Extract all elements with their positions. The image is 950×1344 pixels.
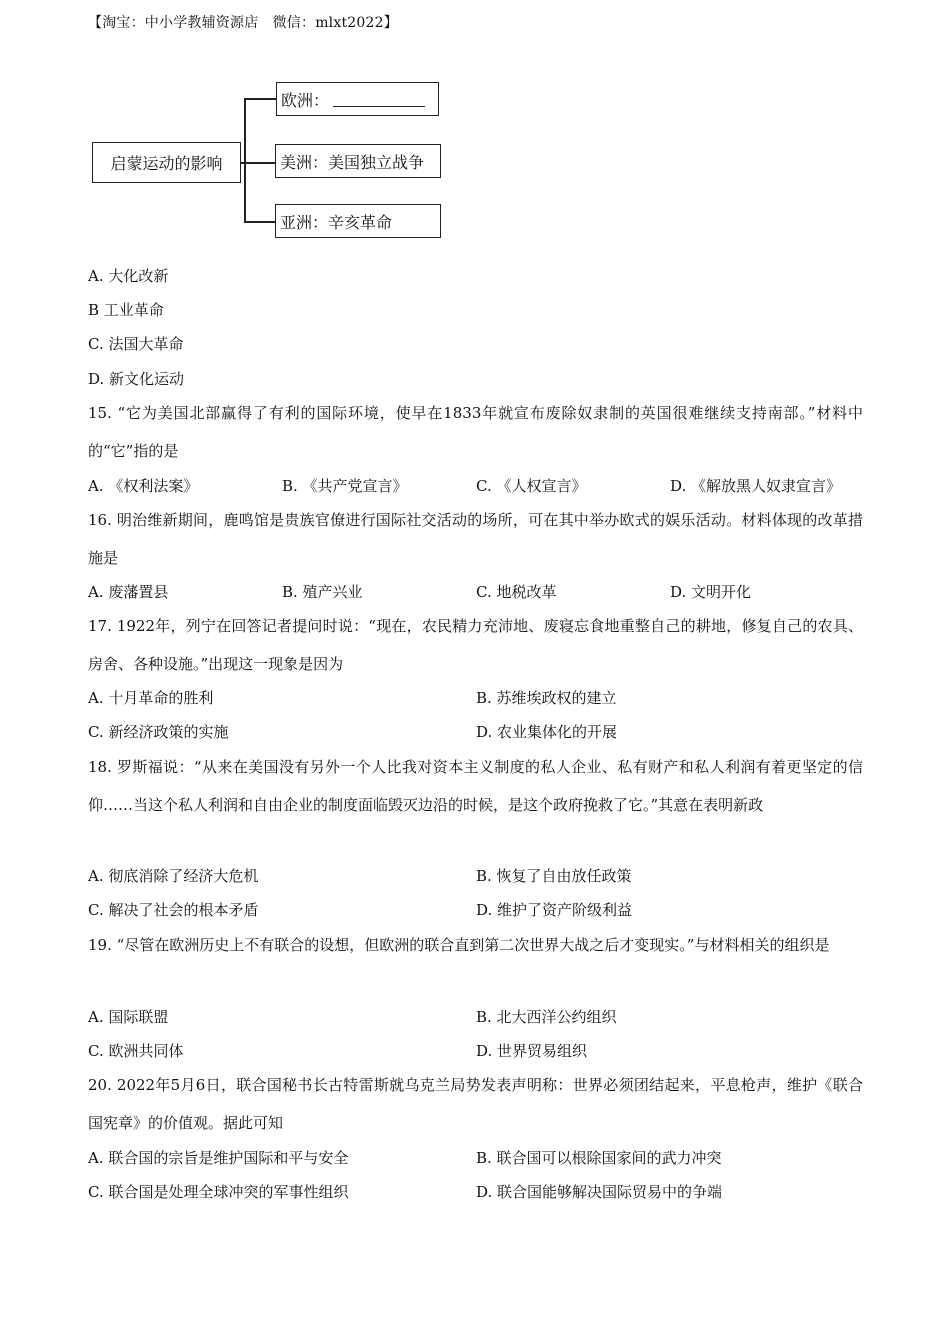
connector-europe — [244, 98, 276, 100]
diagram-root-label: 启蒙运动的影响 — [110, 154, 223, 173]
diagram-asia-label: 亚洲：辛亥革命 — [280, 212, 393, 232]
q17-option-c: C. 新经济政策的实施 — [88, 723, 229, 741]
q15-option-a: A. 《权利法案》 — [88, 477, 199, 495]
q15-stem: 15. “它为美国北部赢得了有利的国际环境，使早在1833年就宣布废除奴隶制的英国很难继续支持南部。”材料中的“它”指的是 — [88, 404, 863, 460]
connector-asia — [244, 221, 275, 223]
q17-option-a: A. 十月革命的胜利 — [88, 689, 214, 707]
q20-stem: 20. 2022年5月6日，联合国秘书长古特雷斯就乌克兰局势发表声明称：世界必须团结起来，平息枪声，维护《联合国宪章》的价值观。据此可知 — [88, 1076, 863, 1132]
q18-stem: 18. 罗斯福说：“从来在美国没有另外一个人比我对资本主义制度的私人企业、私有财产和私人利润有着更坚定的信仰……当这个私人利润和自由企业的制度面临毁灭边沿的时候，是这个政府挽救了它。”其意在表明新政 — [88, 758, 863, 814]
diagram-asia-box — [275, 204, 441, 238]
enlightenment-diagram — [0, 0, 950, 260]
q20-option-b: B. 联合国可以根除国家间的武力冲突 — [476, 1149, 722, 1167]
connector-vertical — [244, 98, 246, 222]
q18-option-b: B. 恢复了自由放任政策 — [476, 867, 632, 885]
q15-option-b: B. 《共产党宣言》 — [282, 477, 408, 495]
q15-option-c: C. 《人权宣言》 — [476, 477, 587, 495]
diagram-europe-box — [276, 82, 439, 116]
q14-option-b: B 工业革命 — [88, 301, 164, 319]
q17-option-d: D. 农业集体化的开展 — [476, 723, 618, 741]
q16-stem: 16. 明治维新期间，鹿鸣馆是贵族官僚进行国际社交活动的场所，可在其中举办欧式的娱乐活动。材料体现的改革措施是 — [88, 511, 863, 567]
q19-option-c: C. 欧洲共同体 — [88, 1042, 184, 1060]
diagram-america-box — [275, 144, 441, 178]
diagram-root-box — [92, 142, 241, 183]
connector-america — [244, 162, 275, 164]
q19-option-d: D. 世界贸易组织 — [476, 1042, 588, 1060]
q17-option-b: B. 苏维埃政权的建立 — [476, 689, 617, 707]
q18-option-d: D. 维护了资产阶级利益 — [476, 901, 633, 919]
q14-option-c: C. 法国大革命 — [88, 335, 184, 353]
q19-stem: 19. “尽管在欧洲历史上不有联合的设想，但欧洲的联合直到第二次世界大战之后才变现实。”与材料相关的组织是 — [88, 936, 830, 954]
page-header: 【淘宝：中小学教辅资源店 微信：mlxt2022】 — [88, 15, 398, 31]
q16-option-c: C. 地税改革 — [476, 583, 557, 601]
q20-option-c: C. 联合国是处理全球冲突的军事性组织 — [88, 1183, 349, 1201]
answer-blank — [333, 91, 425, 107]
diagram-europe-label: 欧洲： — [281, 90, 330, 110]
q18-option-c: C. 解决了社会的根本矛盾 — [88, 901, 259, 919]
q19-option-b: B. 北大西洋公约组织 — [476, 1008, 617, 1026]
q20-option-d: D. 联合国能够解决国际贸易中的争端 — [476, 1183, 723, 1201]
diagram-america-label: 美洲：美国独立战争 — [280, 152, 425, 172]
q18-option-a: A. 彻底消除了经济大危机 — [88, 867, 259, 885]
q16-option-d: D. 文明开化 — [670, 583, 752, 601]
q16-option-a: A. 废藩置县 — [88, 583, 169, 601]
q16-option-b: B. 殖产兴业 — [282, 583, 363, 601]
q14-option-d: D. 新文化运动 — [88, 370, 185, 388]
q19-option-a: A. 国际联盟 — [88, 1008, 169, 1026]
q20-option-a: A. 联合国的宗旨是维护国际和平与安全 — [88, 1149, 349, 1167]
q15-option-d: D. 《解放黑人奴隶宣言》 — [670, 477, 842, 495]
q14-option-a: A. 大化改新 — [88, 267, 169, 285]
q17-stem: 17. 1922年，列宁在回答记者提问时说：“现在，农民精力充沛地、废寝忘食地重整自己的耕地，修复自己的农具、房舍、各种设施。”出现这一现象是因为 — [88, 617, 863, 673]
